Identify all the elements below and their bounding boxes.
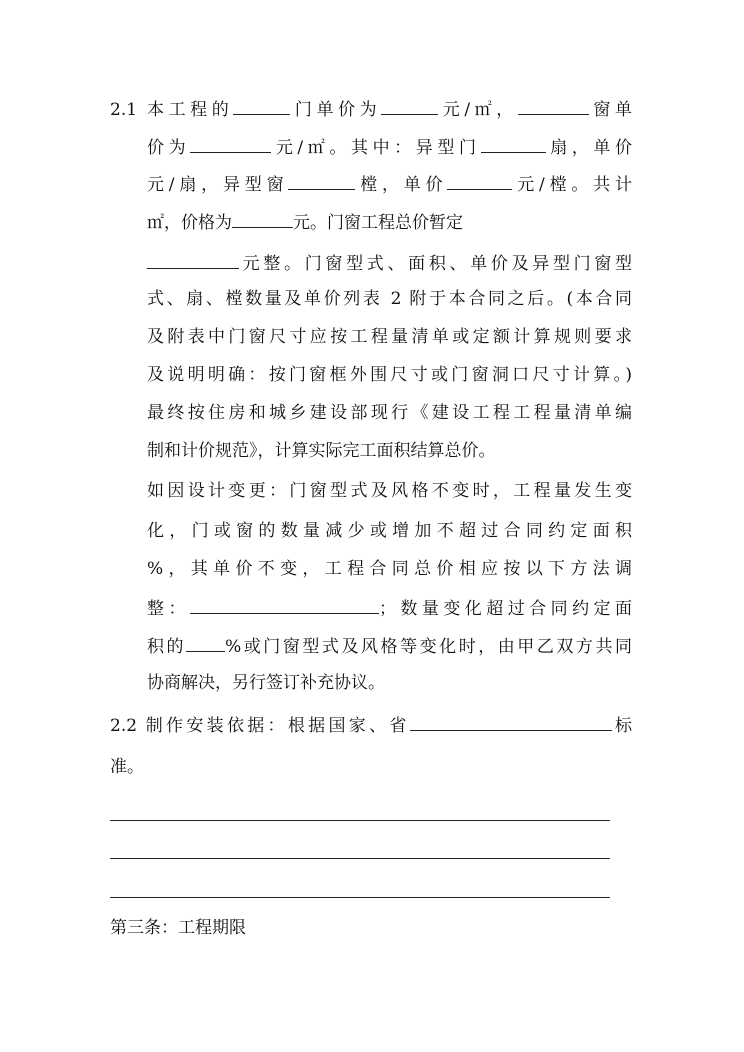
blank-fill-field [190,134,271,153]
text-segment: %或门窗型式及风格等变化时，由甲乙双方共同 [225,637,632,657]
blank-fill-field [381,96,438,115]
text-segment: 元。门窗工程总价暂定 [293,213,463,233]
text-segment: ㎡，价格为 [147,213,232,233]
fill-in-line [110,820,610,821]
text-segment: 2.2 制作安装依据：根据国家、省 [110,716,410,736]
paragraph-line [147,363,632,387]
paragraph-line [147,134,632,158]
paragraph-line [147,519,632,543]
text-segment: 准。 [110,757,144,777]
text-segment: 积的 [147,637,187,657]
clause-2-2-line [110,712,632,736]
text-segment: 式、扇、樘数量及单价列表 2 附于本合同之后。(本合同 [147,289,632,309]
paragraph-line [147,325,632,349]
section-heading: 第三条：工程期限 [110,918,246,938]
text-segment: 整： [147,599,190,619]
text-segment: 扇，单价 [545,138,633,158]
blank-fill-field [186,633,225,652]
text-segment: 及附表中门窗尺寸应按工程量清单或定额计算规则要求 [147,327,632,347]
paragraph-line [147,557,632,581]
text-segment: 最终按住房和城乡建设部现行《建设工程工程量清单编 [147,403,632,423]
paragraph-line [147,287,632,311]
blank-fill-field [190,595,379,614]
blank-fill-field [518,96,589,115]
paragraph-line [147,401,632,425]
paragraph-line [110,755,144,779]
text-segment: 元/扇，异型窗 [147,175,289,195]
blank-fill-field [232,209,293,228]
paragraph-line [147,671,385,695]
text-segment: 及说明明确：按门窗框外围尺寸或门窗洞口尺寸计算。) [147,365,632,385]
text-segment: 如因设计变更：门窗型式及风格不变时，工程量发生变 [147,481,632,501]
text-segment: 化，门或窗的数量减少或增加不超过合同约定面积 [147,521,632,541]
paragraph-line [147,595,632,619]
text-segment: 元/㎡。其中：异型门 [271,138,481,158]
text-segment: 樘，单价 [355,175,448,195]
blank-fill-field [481,134,546,153]
paragraph-line [147,209,463,233]
paragraph-line [110,96,632,120]
text-segment: 门单价为 [290,100,382,120]
paragraph-line [147,250,632,274]
text-segment: %，其单价不变，工程合同总价相应按以下方法调 [147,559,632,579]
text-segment: 元/樘。共计 [512,175,633,195]
blank-fill-field [288,171,355,190]
fill-in-line [110,858,610,859]
text-segment: 元整。门窗型式、面积、单价及异型门窗型 [239,254,632,274]
paragraph-line [147,171,632,195]
text-segment: 制和计价规范》，计算实际完工面积结算总价。 [147,441,496,461]
text-segment: 协商解决，另行签订补充协议。 [147,673,385,693]
blank-fill-field [147,250,239,269]
blank-fill-field [410,712,612,731]
text-segment: 2.1 本工程的 [110,100,234,120]
paragraph-line [147,479,632,503]
text-segment: 窗单 [588,100,632,120]
blank-fill-field [233,96,290,115]
text-segment: ；数量变化超过合同约定面 [378,599,633,619]
blank-fill-field [447,171,512,190]
text-segment: 元/㎡， [438,100,518,120]
fill-in-line [110,897,610,898]
text-segment: 标 [611,716,632,736]
paragraph-line [147,439,496,463]
paragraph-line [147,633,632,657]
text-segment: 价为 [147,138,191,158]
